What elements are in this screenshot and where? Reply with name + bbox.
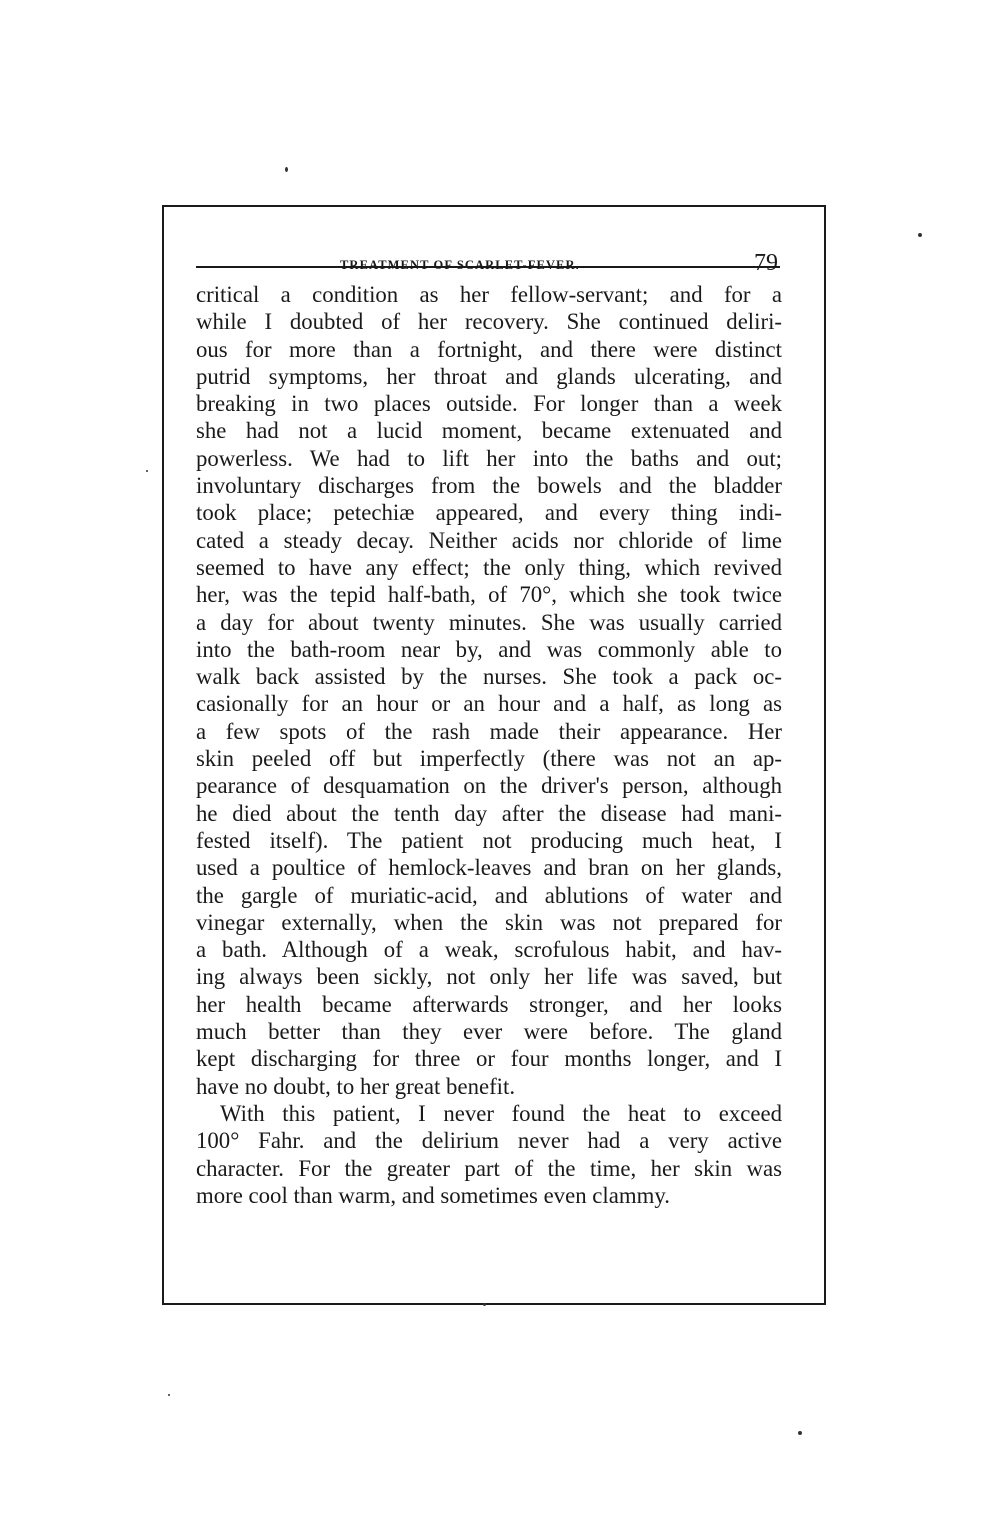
text-line: her, was the tepid half-bath, of 70°, which she took twice — [196, 582, 782, 608]
scan-speck — [146, 470, 148, 472]
paragraph-1 — [196, 281, 782, 1100]
text-line: a bath. Although of a weak, scrofulous habit, and hav- — [196, 937, 782, 963]
scan-speck — [483, 1303, 486, 1306]
text-line: more cool than warm, and sometimes even clammy. — [196, 1182, 670, 1208]
text-line: he died about the tenth day after the disease had mani- — [196, 800, 782, 826]
scan-speck — [168, 1394, 170, 1396]
text-line: skin peeled off but imperfectly (there was not an ap- — [196, 746, 782, 772]
text-line: her health became afterwards stronger, and her looks — [196, 991, 782, 1017]
page-number: 79 — [754, 250, 778, 276]
text-line: breaking in two places outside. For longer than a week — [196, 391, 782, 417]
header-rule — [196, 266, 780, 268]
text-line: used a poultice of hemlock-leaves and bran on her glands, — [196, 855, 782, 881]
paragraph-2 — [196, 1100, 782, 1209]
text-line: have no doubt, to her great benefit. — [196, 1073, 516, 1099]
text-line: a day for about twenty minutes. She was usually carried — [196, 609, 782, 635]
text-line: With this patient, I never found the heat to exceed — [220, 1100, 782, 1126]
text-line: vinegar externally, when the skin was not prepared for — [196, 909, 782, 935]
text-line: walk back assisted by the nurses. She took a pack oc- — [196, 664, 782, 690]
text-line: 100° Fahr. and the delirium never had a very active — [196, 1128, 782, 1154]
running-title: TREATMENT OF SCARLET-FEVER. — [340, 258, 580, 272]
text-line: kept discharging for three or four months longer, and I — [196, 1046, 782, 1072]
text-line: ing always been sickly, not only her life was saved, but — [196, 964, 782, 990]
running-head — [196, 250, 782, 282]
text-line: a few spots of the rash made their appearance. Her — [196, 718, 782, 744]
scan-speck — [285, 167, 288, 172]
text-line: putrid symptoms, her throat and glands ulcerating, and — [196, 363, 782, 389]
text-line: pearance of desquamation on the driver's person, although — [196, 773, 782, 799]
text-line: cated a steady decay. Neither acids nor chloride of lime — [196, 527, 782, 553]
text-line: powerless. We had to lift her into the baths and out; — [196, 445, 782, 471]
text-line: took place; petechiæ appeared, and every thing indi- — [196, 500, 782, 526]
text-line: while I doubted of her recovery. She continued deliri- — [196, 309, 782, 335]
scan-speck — [918, 233, 922, 237]
text-line: involuntary discharges from the bowels and the bladder — [196, 473, 782, 499]
text-line: ous for more than a fortnight, and there were distinct — [196, 336, 782, 362]
text-line: casionally for an hour or an hour and a half, as long as — [196, 691, 782, 717]
text-line: into the bath-room near by, and was commonly able to — [196, 636, 782, 662]
text-line: the gargle of muriatic-acid, and ablutions of water and — [196, 882, 782, 908]
text-line: much better than they ever were before. The gland — [196, 1019, 782, 1045]
text-line: critical a condition as her fellow-servant; and for a — [196, 282, 782, 307]
text-line: she had not a lucid moment, became extenuated and — [196, 418, 782, 444]
text-line: seemed to have any effect; the only thing, which revived — [196, 554, 782, 580]
text-line: fested itself). The patient not producing much heat, I — [196, 827, 782, 853]
body-text — [196, 281, 782, 1209]
text-line: character. For the greater part of the time, her skin was — [196, 1155, 782, 1181]
scan-speck — [798, 1431, 802, 1435]
